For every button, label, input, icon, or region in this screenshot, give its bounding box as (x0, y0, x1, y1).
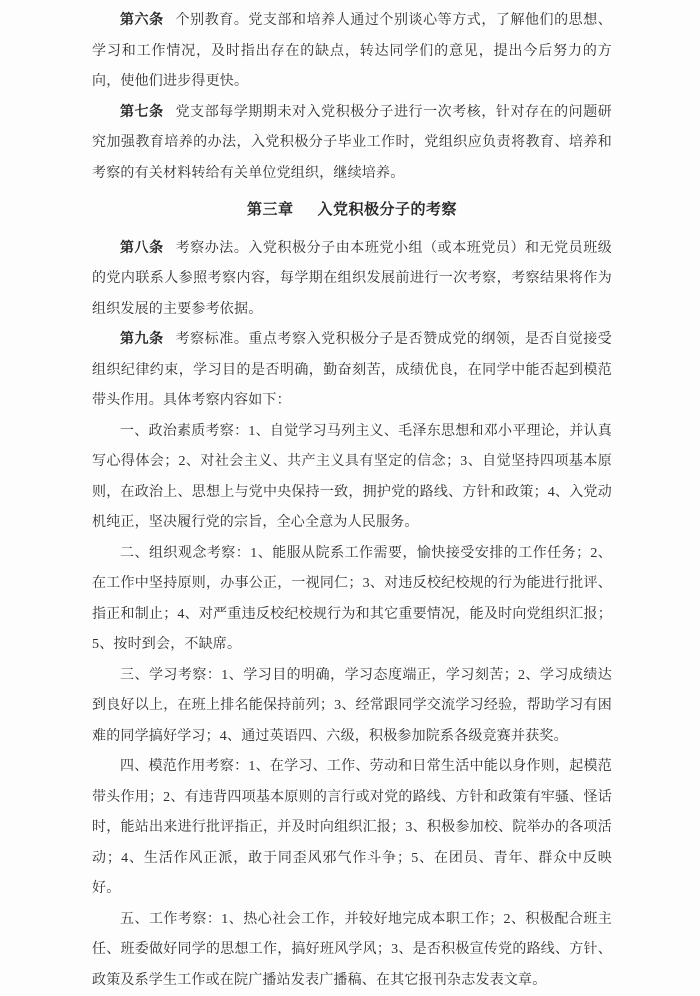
inspection-item-3-text: 三、学习考察：1、学习目的明确，学习态度端正，学习刻苦；2、学习成绩达到良好以上，在班上排名能保持前列；3、经常跟同学交流学习经验，帮助学习有困难的同学搞好学习；4、通过英语四、六级，积极参加院系各级竞赛并获奖。 (92, 668, 612, 744)
article-paragraph-9 (92, 325, 612, 417)
inspection-item-5-text: 五、工作考察：1、热心社会工作，并较好地完成本职工作；2、积极配合班主任、班委做好同学的思想工作，搞好班风学风；3、是否积极宣传党的路线、方针、政策及系学生工作或在院广播站发表广播稿、在其它报刊杂志发表文章。 (92, 912, 612, 988)
article-text-9: 考察标准。重点考察入党积极分子是否赞成党的纲领，是否自觉接受组织纪律约束，学习目的是否明确，勤奋刻苦，成绩优良，在同学中能否起到模范带头作用。具体考察内容如下： (92, 332, 612, 408)
article-number-7: 第七条 (120, 105, 164, 120)
inspection-item-2-text: 二、组织观念考察：1、能服从院系工作需要，愉快接受安排的工作任务；2、在工作中坚持原则，办事公正，一视同仁；3、对违反校纪校规的行为能进行批评、指正和制止；4、对严重违反校纪校规行为和其它重要情况，能及时向党组织汇报；5、按时到会，不缺席。 (92, 546, 612, 653)
inspection-item-2-organization (92, 539, 612, 661)
inspection-item-5-work (92, 905, 612, 996)
article-number-6: 第六条 (120, 13, 164, 28)
article-number-9: 第九条 (120, 332, 164, 347)
inspection-item-4-model (92, 752, 612, 905)
article-paragraph-8 (92, 234, 612, 326)
article-paragraph-7 (92, 98, 612, 190)
inspection-item-4-text: 四、模范作用考察：1、在学习、工作、劳动和日常生活中能以身作则，起模范带头作用；2、有违背四项基本原则的言行或对党的路线、方针和政策有牢骚、怪话时，能站出来进行批评指正，并及时向组织汇报；3、积极参加校、院举办的各项活动；4、生活作风正派，敢于同歪风邪气作斗争；5、在团员、青年、群众中反映好。 (92, 759, 612, 896)
article-text-6: 个别教育。党支部和培养人通过个别谈心等方式，了解他们的思想、学习和工作情况，及时指出存在的缺点，转达同学们的意见，提出今后努力的方向，使他们进步得更快。 (92, 13, 612, 89)
chapter-number: 第三章 (247, 202, 294, 218)
chapter-title: 入党积极分子的考察 (318, 202, 458, 218)
inspection-item-3-study (92, 661, 612, 753)
article-text-7: 党支部每学期期未对入党积极分子进行一次考核，针对存在的问题研究加强教育培养的办法，入党积极分子毕业工作时，党组织应负责将教育、培养和考察的有关材料转给有关单位党组织，继续培养。 (92, 105, 612, 181)
inspection-item-1-political (92, 417, 612, 539)
article-text-8: 考察办法。入党积极分子由本班党小组（或本班党员）和无党员班级的党内联系人参照考察内容，每学期在组织发展前进行一次考察，考察结果将作为组织发展的主要参考依据。 (92, 241, 612, 317)
chapter-heading (92, 195, 612, 226)
article-number-8: 第八条 (120, 241, 164, 256)
article-paragraph-6 (92, 6, 612, 98)
inspection-item-1-text: 一、政治素质考察：1、自觉学习马列主义、毛泽东思想和邓小平理论，并认真写心得体会；2、对社会主义、共产主义具有坚定的信念；3、自觉坚持四项基本原则，在政治上、思想上与党中央保持一致，拥护党的路线、方针和政策；4、入党动机纯正，坚决履行党的宗旨，全心全意为人民服务。 (92, 424, 612, 531)
